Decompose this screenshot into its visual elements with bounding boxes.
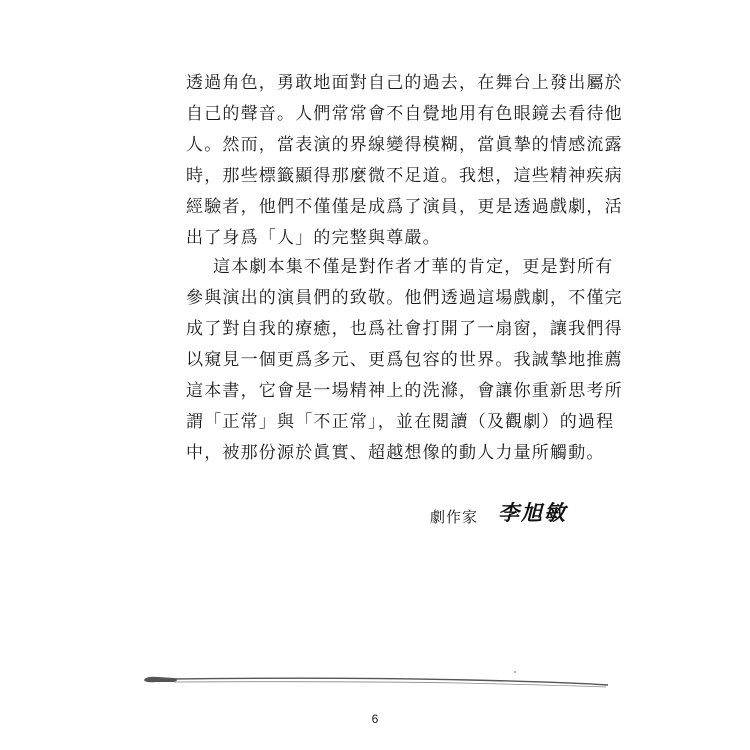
text-line: 謂「正常」與「不正常」，並在閱讀（及觀劇）的過程 xyxy=(186,412,615,432)
text-line: 經驗者，他們不僅僅是成爲了演員，更是透過戲劇，活 xyxy=(186,197,623,217)
text-line: 參與演出的演員們的致敬。他們透過這場戲劇，不僅完 xyxy=(186,288,623,308)
text-line: 這本書，它會是一場精神上的洗滌，會讓你重新思考所 xyxy=(186,381,623,401)
paragraph-1 xyxy=(186,68,623,254)
ink-dot xyxy=(514,671,516,673)
text-line: 出了身爲「人」的完整與尊嚴。 xyxy=(186,228,441,248)
text-line: 透過角色，勇敢地面對自己的過去，在舞台上發出屬於 xyxy=(186,73,623,93)
paragraph-2 xyxy=(186,252,623,469)
signature-name: 李旭敏 xyxy=(498,500,567,525)
text-line: 中，被那份源於眞實、超越想像的動人力量所觸動。 xyxy=(186,443,605,463)
signature-role: 劇作家 xyxy=(430,508,479,526)
text-line: 這本劇本集不僅是對作者才華的肯定，更是對所有 xyxy=(213,257,614,277)
text-line: 自己的聲音。人們常常會不自覺地用有色眼鏡去看待他 xyxy=(186,104,623,124)
author-signature xyxy=(430,497,590,531)
page-number: 6 xyxy=(371,712,379,726)
text-line: 以窺見一個更爲多元、更爲包容的世界。我誠摯地推薦 xyxy=(186,350,623,370)
decorative-brush-rule xyxy=(140,668,610,688)
text-line: 時，那些標籤顯得那麼微不足道。我想，這些精神疾病 xyxy=(186,166,623,186)
text-line: 成了對自我的療癒，也爲社會打開了一扇窗，讓我們得 xyxy=(186,319,623,339)
text-line: 人。然而，當表演的界線變得模糊，當眞摯的情感流露 xyxy=(186,135,623,155)
